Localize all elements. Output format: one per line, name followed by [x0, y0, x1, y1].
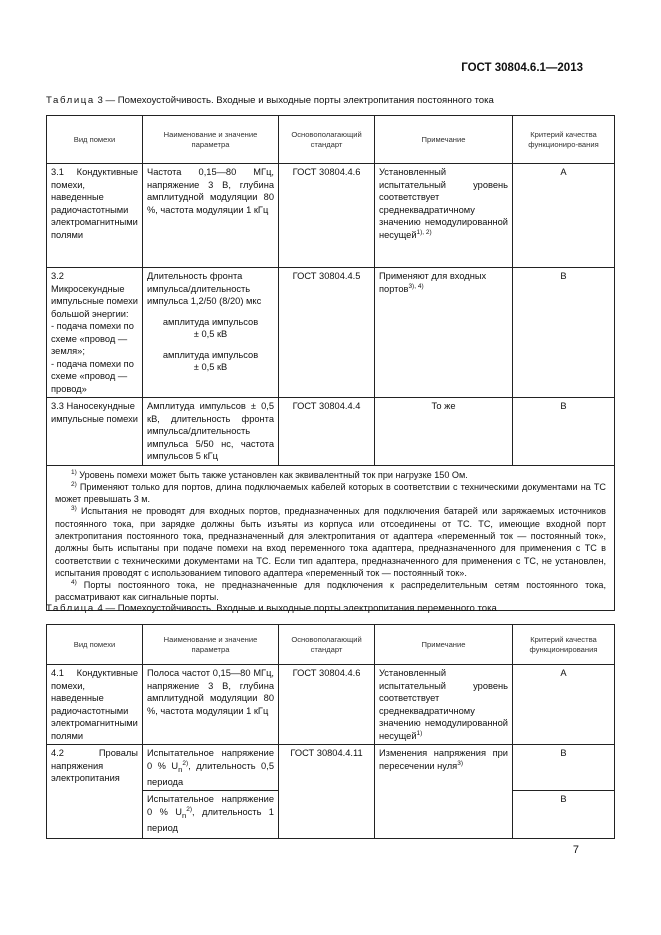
footnotes-cell [47, 465, 615, 610]
note-text: Установленный испытательный уровень соответствует среднеквадратичному значению немодулированной несущей [379, 668, 508, 741]
subscript: n [181, 810, 187, 820]
footnote-mark: 3) [71, 505, 77, 513]
column-header: Примечание [375, 116, 513, 164]
footnote [55, 505, 606, 579]
table-3-caption-title: 3 — Помехоустойчивость. Входные и выходные порты электропитания постоянного тока [94, 95, 494, 106]
footnote-ref: 1), 2) [416, 228, 432, 236]
note-cell [375, 268, 513, 398]
note-cell [375, 745, 513, 839]
parameter-text: Испытательное напряжение 0 % U [147, 794, 274, 817]
document-code: ГОСТ 30804.6.1—2013 [461, 62, 583, 74]
table-4-caption-title: 4 — Помехоустойчивость. Входные и выходные порты электропитания переменного тока [94, 603, 497, 614]
column-header: Основополагающий стандарт [279, 625, 375, 665]
footnote [55, 579, 606, 604]
table-4-caption-label: Таблица [46, 603, 95, 614]
parameter-text: , длительность 0,5 периода [147, 760, 274, 787]
amplitude-label: амплитуда импульсов [162, 349, 259, 360]
subscript: n [178, 764, 183, 774]
standard-cell: ГОСТ 30804.4.11 [279, 745, 375, 839]
table-4 [46, 624, 615, 839]
standard-cell: ГОСТ 30804.4.6 [279, 164, 375, 268]
disturbance-cell: 3.1 Кондуктивные помехи, наведенные радиочастотными электромагнитными полями [47, 164, 143, 268]
amplitude-label: амплитуда импульсов [162, 316, 259, 327]
footnote-mark: 4) [71, 579, 77, 587]
disturbance-text: - подача помехи по схеме «провод — провод» [51, 358, 134, 394]
criterion-cell: B [513, 745, 615, 791]
table-3-caption-label: Таблица [46, 95, 95, 106]
parameter-cell [143, 268, 279, 398]
column-header: Вид помехи [47, 625, 143, 665]
table-4-caption [46, 603, 497, 614]
parameter-cell: Амплитуда импульсов ± 0,5 кВ, длительность фронта импульса/длительность импульса 5/50 нс, частота импульсов 5 кГц [143, 398, 279, 466]
criterion-cell: B [513, 791, 615, 839]
table-row [47, 665, 615, 745]
column-header: Примечание [375, 625, 513, 665]
disturbance-cell: 3.3 Наносекундные импульсные помехи [47, 398, 143, 466]
disturbance-cell: 4.2 Провалы напряжения электропитания [47, 745, 143, 839]
column-header: Критерий качества функциониро-вания [513, 116, 615, 164]
parameter-cell: Частота 0,15—80 МГц, напряжение 3 В, глубина амплитудной модуляции 80 %, частота модуляции 1 кГц [143, 164, 279, 268]
note-text: Применяют для входных портов [379, 271, 487, 294]
note-cell [375, 164, 513, 268]
note-cell: То же [375, 398, 513, 466]
footnote [55, 481, 606, 506]
standard-cell: ГОСТ 30804.4.6 [279, 665, 375, 745]
disturbance-text: 3.2 Микросекундные импульсные помехи большой энергии: [51, 271, 138, 319]
note-text: Изменения напряжения при пересечении нуля [379, 748, 508, 771]
criterion-cell: B [513, 398, 615, 466]
parameter-cell [143, 745, 279, 791]
parameter-cell: Полоса частот 0,15—80 МГц, напряжение 3 В, глубина амплитудной модуляции 80 %, частота модуляции 1 кГц [143, 665, 279, 745]
criterion-cell: A [513, 164, 615, 268]
footnote-mark: 1) [71, 468, 77, 476]
footnote [55, 469, 606, 481]
disturbance-cell [47, 268, 143, 398]
parameter-cell [143, 791, 279, 839]
disturbance-text: - подача помехи по схеме «провод — земля»; [51, 321, 134, 356]
column-header: Критерий качества функционирования [513, 625, 615, 665]
footnote-text: Уровень помехи может быть также установлен как эквивалентный ток при нагрузке 150 Ом. [76, 469, 468, 480]
footnote-ref: 3) [457, 759, 463, 767]
parameter-text: , длительность 1 период [147, 806, 274, 834]
table-row [47, 745, 615, 791]
criterion-cell: B [513, 268, 615, 398]
column-header: Основополагающий стандарт [279, 116, 375, 164]
standard-cell: ГОСТ 30804.4.5 [279, 268, 375, 398]
table-row [47, 164, 615, 268]
column-header: Вид помехи [47, 116, 143, 164]
table-row [47, 398, 615, 466]
footnote-ref: 1) [416, 729, 423, 737]
criterion-cell: A [513, 665, 615, 745]
footnote-ref: 3), 4) [408, 282, 424, 290]
note-text: Установленный испытательный уровень соответствует среднеквадратичному значению немодулированной несущей [379, 167, 508, 240]
footnote-text: Применяют только для портов, длина подключаемых кабелей которых в соответствии с техническими документами на ТС может превышать 3 м. [55, 481, 606, 505]
table-header-row [47, 625, 615, 665]
disturbance-cell: 4.1 Кондуктивные помехи, наведенные радиочастотными электромагнитными полями [47, 665, 143, 745]
amplitude-value: ± 0,5 кВ [193, 362, 228, 372]
footnote-text: Порты постоянного тока, не предназначенные для подключения к распределительным сетям постоянного тока, рассматривают как сигнальные порты. [55, 580, 606, 603]
footnote-ref: 2) [186, 805, 193, 813]
amplitude-value: ± 0,5 кВ [193, 329, 228, 339]
table-3-caption [46, 95, 494, 106]
parameter-text: Длительность фронта импульса/длительность импульса 1,2/50 (8/20) мкс [147, 271, 262, 306]
table-row [47, 268, 615, 398]
note-cell [375, 665, 513, 745]
column-header: Наименование и значение параметра [143, 116, 279, 164]
parameter-text: Испытательное напряжение 0 % U [147, 748, 274, 771]
footnotes-row [47, 465, 615, 610]
footnote-text: Испытания не проводят для входных портов, предназначенных для подключения батарей или заряжаемых источников постоянного тока, при зарядке должны быть изъяты из корпуса или отсоединены от ТС. ТС, имеющие входной порт электропитания постоянного тока, предназначенный для электропитания от адаптера «переменный ток — постоянный ток», должны быть испытаны при подаче помехи на вход переменного тока адаптера, предназначенного для применения с ТС в соответствии с техническими документами на ТС. Если тип адаптера, предназначенного для применения с ТС, не установлен, испытания проводят с использованием типового адаптера «переменный ток — постоянный ток». [55, 506, 606, 578]
column-header: Наименование и значение параметра [143, 625, 279, 665]
page-number: 7 [572, 844, 579, 856]
footnote-ref: 2) [182, 759, 189, 767]
footnote-mark: 2) [71, 480, 77, 488]
table-header-row [47, 116, 615, 164]
standard-cell: ГОСТ 30804.4.4 [279, 398, 375, 466]
table-3 [46, 115, 615, 611]
